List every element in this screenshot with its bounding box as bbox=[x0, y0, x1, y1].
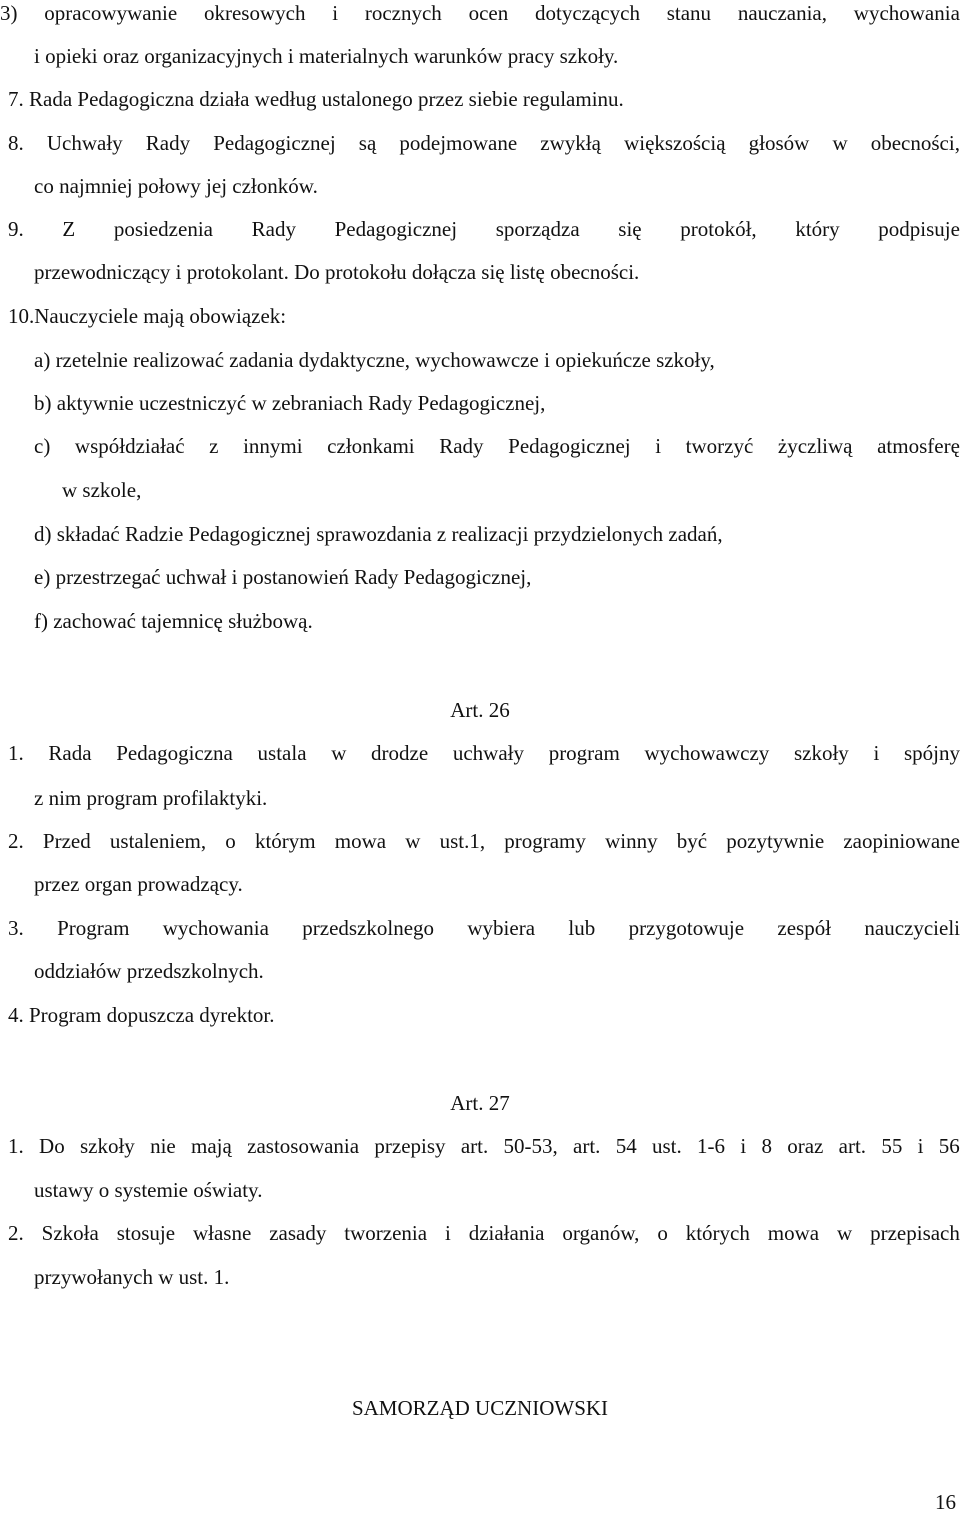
list-item-a: a) rzetelnie realizować zadania dydaktyczne, wychowawcze i opiekuńcze szkoły, bbox=[34, 348, 715, 372]
word: Program bbox=[57, 916, 130, 940]
word: art. bbox=[573, 1134, 601, 1158]
para-line-2: i opieki oraz organizacyjnych i materialnych warunków pracy szkoły. bbox=[34, 44, 619, 68]
word: stosuje bbox=[116, 1221, 176, 1245]
word: podejmowane bbox=[399, 131, 518, 155]
word: przygotowuje bbox=[628, 916, 745, 940]
word: tworzenia bbox=[344, 1221, 428, 1245]
word: c) bbox=[34, 434, 51, 458]
word: tworzyć bbox=[685, 434, 754, 458]
para-line-6 bbox=[8, 216, 960, 242]
word: życzliwą bbox=[777, 434, 853, 458]
word: są bbox=[358, 131, 377, 155]
word: Pedagogiczna bbox=[116, 741, 233, 765]
word: i bbox=[444, 1221, 451, 1245]
list-item-f: f) zachować tajemnicę służbową. bbox=[34, 609, 313, 633]
word: w bbox=[832, 131, 848, 155]
list-item-d: d) składać Radzie Pedagogicznej sprawozdania z realizacji przydzielonych zadań, bbox=[34, 522, 723, 546]
word: 8. bbox=[8, 131, 24, 155]
word: którym bbox=[254, 829, 316, 853]
word: ocen bbox=[468, 1, 509, 25]
word: i bbox=[917, 1134, 924, 1158]
section-heading: SAMORZĄD UCZNIOWSKI bbox=[351, 1396, 609, 1420]
word: z bbox=[209, 434, 219, 458]
word: 9. bbox=[8, 217, 24, 241]
word: 1-6 bbox=[697, 1134, 726, 1158]
word: Z bbox=[62, 217, 76, 241]
word: głosów bbox=[748, 131, 810, 155]
para-line-5: co najmniej połowy jej członków. bbox=[34, 174, 318, 198]
word: 3. bbox=[8, 916, 24, 940]
word: posiedzenia bbox=[113, 217, 213, 241]
word: współdziałać bbox=[74, 434, 185, 458]
word: nauczania, bbox=[737, 1, 828, 25]
word: art. bbox=[460, 1134, 489, 1158]
list-item-b: b) aktywnie uczestniczyć w zebraniach Rady Pedagogicznej, bbox=[34, 391, 546, 415]
word: nie bbox=[150, 1134, 176, 1158]
word: nauczycieli bbox=[864, 916, 960, 940]
word: podpisuje bbox=[878, 217, 960, 241]
word: Uchwały bbox=[46, 131, 123, 155]
word: 3) bbox=[0, 1, 18, 25]
word: przepisy bbox=[374, 1134, 446, 1158]
word: sporządza bbox=[495, 217, 580, 241]
para-line-7: przewodniczący i protokolant. Do protokołu dołącza się listę obecności. bbox=[34, 260, 640, 284]
art27-line-3 bbox=[8, 1220, 960, 1246]
word: 56 bbox=[938, 1134, 960, 1158]
word: się bbox=[618, 217, 642, 241]
word: i bbox=[873, 741, 880, 765]
word: Rada bbox=[48, 741, 92, 765]
word: protokół, bbox=[680, 217, 757, 241]
word: większością bbox=[624, 131, 726, 155]
word: mają bbox=[191, 1134, 232, 1158]
word: szkoły bbox=[79, 1134, 135, 1158]
word: i bbox=[655, 434, 662, 458]
word: Rady bbox=[439, 434, 484, 458]
word: winny bbox=[605, 829, 658, 853]
word: programy bbox=[504, 829, 586, 853]
word: oraz bbox=[787, 1134, 824, 1158]
word: 50-53, bbox=[503, 1134, 558, 1158]
word: 54 bbox=[615, 1134, 637, 1158]
word: w bbox=[837, 1221, 853, 1245]
word: szkoły bbox=[793, 741, 849, 765]
word: w bbox=[331, 741, 347, 765]
word: zasady bbox=[269, 1221, 327, 1245]
art27-line-4: przywołanych w ust. 1. bbox=[34, 1265, 230, 1289]
word: rocznych bbox=[364, 1, 442, 25]
word: Szkoła bbox=[41, 1221, 99, 1245]
word: który bbox=[795, 217, 840, 241]
word: pozytywnie bbox=[726, 829, 825, 853]
word: przedszkolnego bbox=[302, 916, 435, 940]
word: program bbox=[548, 741, 620, 765]
page-number: 16 bbox=[935, 1490, 956, 1514]
art27-line-1 bbox=[8, 1133, 960, 1159]
list-item-e: e) przestrzegać uchwał i postanowień Rady Pedagogicznej, bbox=[34, 565, 532, 589]
word: ust. bbox=[652, 1134, 682, 1158]
word: zaopiniowane bbox=[843, 829, 960, 853]
list-item-c-cont: w szkole, bbox=[62, 478, 142, 502]
art26-line-3 bbox=[8, 828, 960, 854]
art26-line-4: przez organ prowadzący. bbox=[34, 872, 243, 896]
word: być bbox=[676, 829, 708, 853]
art26-line-1 bbox=[8, 740, 960, 766]
word: Pedagogicznej bbox=[213, 131, 336, 155]
word: 2. bbox=[8, 829, 24, 853]
word: 2. bbox=[8, 1221, 24, 1245]
word: mowa bbox=[334, 829, 387, 853]
word: których bbox=[685, 1221, 750, 1245]
word: wybiera bbox=[467, 916, 536, 940]
para-line-8: 10.Nauczyciele mają obowiązek: bbox=[8, 304, 287, 328]
art26-line-7: 4. Program dopuszcza dyrektor. bbox=[8, 1003, 275, 1027]
word: zastosowania bbox=[247, 1134, 360, 1158]
word: 1. bbox=[8, 741, 24, 765]
art26-line-5 bbox=[8, 915, 960, 941]
word: 1. bbox=[8, 1134, 24, 1158]
word: o bbox=[657, 1221, 668, 1245]
para-line-1 bbox=[0, 0, 960, 26]
word: Rady bbox=[251, 217, 296, 241]
art27-line-2: ustawy o systemie oświaty. bbox=[34, 1178, 263, 1202]
word: art. bbox=[838, 1134, 867, 1158]
art26-line-2: z nim program profilaktyki. bbox=[34, 786, 268, 810]
word: organów, bbox=[562, 1221, 640, 1245]
word: okresowych bbox=[203, 1, 306, 25]
word: uchwały bbox=[452, 741, 525, 765]
word: wychowania bbox=[853, 1, 960, 25]
word: wychowawczy bbox=[644, 741, 770, 765]
word: przepisach bbox=[870, 1221, 960, 1245]
word: innymi bbox=[243, 434, 303, 458]
word: Przed bbox=[42, 829, 91, 853]
word: lub bbox=[568, 916, 596, 940]
word: ustaleniem, bbox=[109, 829, 207, 853]
word: drodze bbox=[371, 741, 429, 765]
word: atmosferę bbox=[877, 434, 960, 458]
article-heading-27: Art. 27 bbox=[450, 1091, 510, 1115]
word: 55 bbox=[881, 1134, 903, 1158]
art26-line-6: oddziałów przedszkolnych. bbox=[34, 959, 264, 983]
word: i bbox=[332, 1, 339, 25]
word: obecności, bbox=[870, 131, 960, 155]
word: spójny bbox=[903, 741, 960, 765]
word: w bbox=[405, 829, 421, 853]
para-line-4 bbox=[8, 130, 960, 156]
para-line-3: 7. Rada Pedagogiczna działa według ustalonego przez siebie regulaminu. bbox=[8, 87, 624, 111]
word: ustala bbox=[257, 741, 307, 765]
word: członkami bbox=[327, 434, 415, 458]
word: Pedagogicznej bbox=[508, 434, 631, 458]
word: dotyczących bbox=[535, 1, 640, 25]
word: własne bbox=[192, 1221, 252, 1245]
word: Do bbox=[39, 1134, 65, 1158]
word: stanu bbox=[666, 1, 712, 25]
word: wychowania bbox=[162, 916, 269, 940]
word: i bbox=[740, 1134, 747, 1158]
word: Rady bbox=[145, 131, 191, 155]
article-heading-26: Art. 26 bbox=[450, 698, 510, 722]
word: zwykłą bbox=[540, 131, 601, 155]
word: o bbox=[225, 829, 236, 853]
word: Pedagogicznej bbox=[334, 217, 458, 241]
word: ust.1, bbox=[439, 829, 486, 853]
word: 8 bbox=[761, 1134, 772, 1158]
word: opracowywanie bbox=[44, 1, 178, 25]
word: działania bbox=[468, 1221, 545, 1245]
list-item-c bbox=[34, 433, 960, 459]
word: zespół bbox=[777, 916, 832, 940]
word: mowa bbox=[767, 1221, 820, 1245]
